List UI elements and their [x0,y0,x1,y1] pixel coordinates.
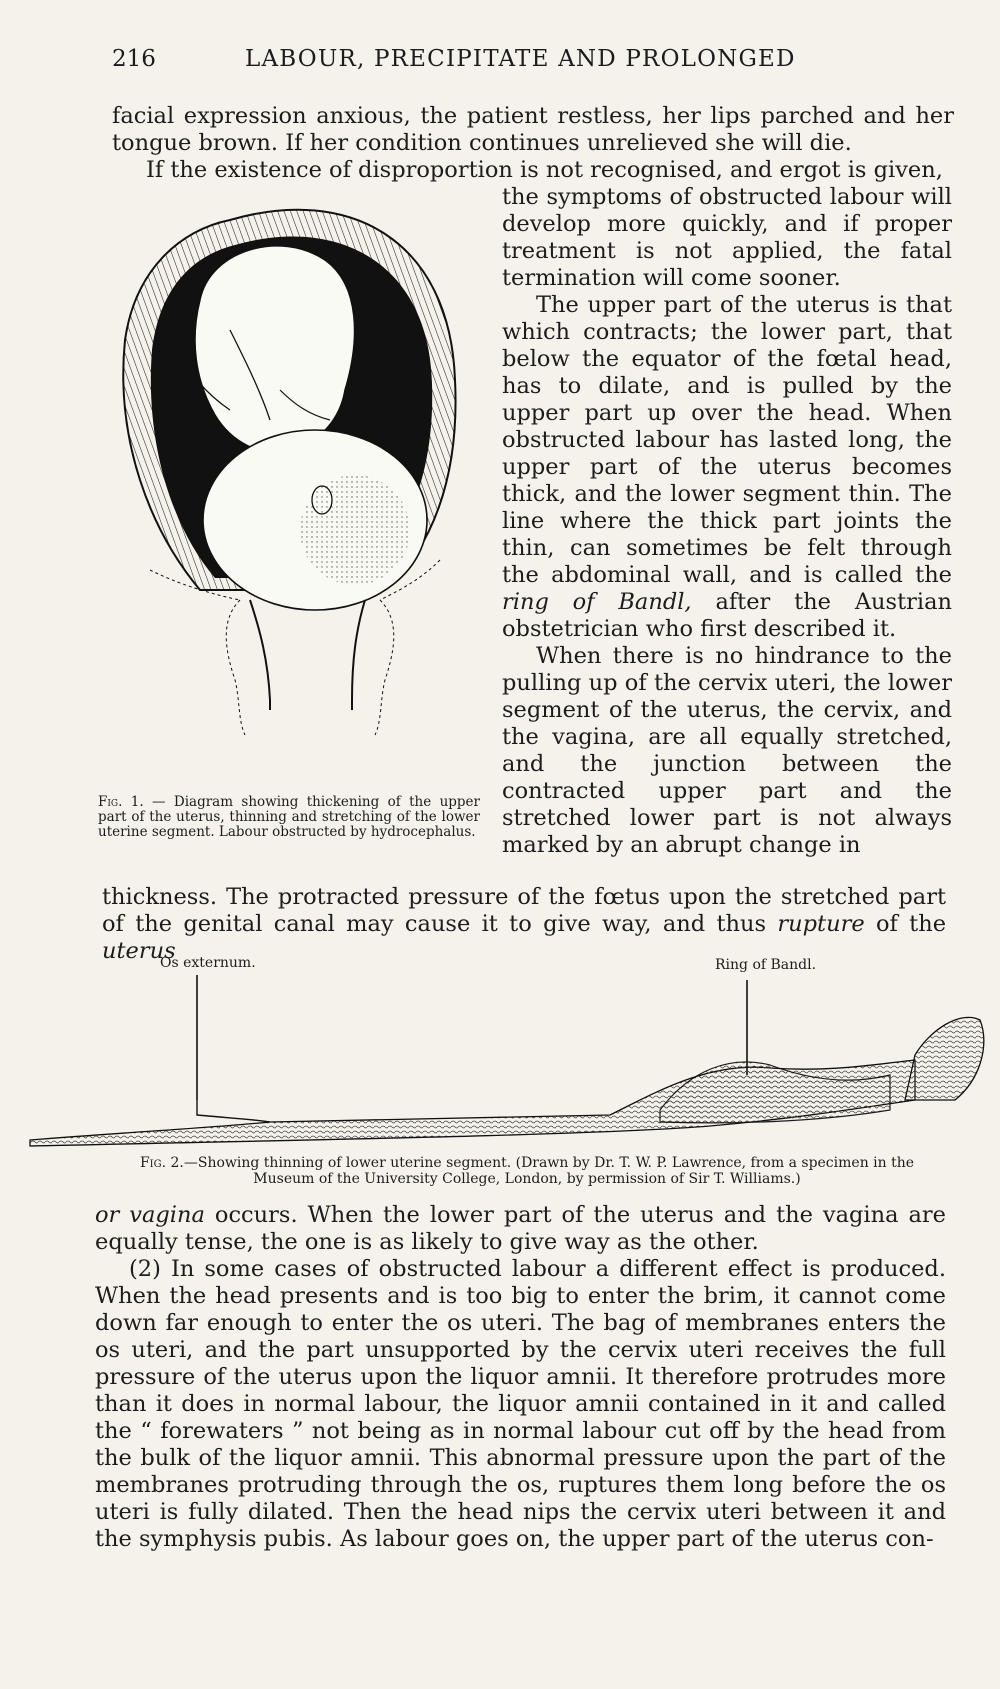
figure-1-uterus-diagram [110,190,480,790]
top-paragraphs [112,103,954,184]
figure-2-label-os-externum: Os externum. [160,955,256,971]
ring-of-bandl-text-b: after the Austrian obstetrician who first described it. [502,589,952,642]
running-head: LABOUR, PRECIPITATE AND PROLONGED [245,46,796,72]
figure-1-caption [98,795,480,840]
figure-2-label: Fig. 2. [139,1155,184,1171]
bottom-paragraphs [95,1202,946,1553]
rupture-text-a: thickness. The protracted pressure of the fœtus upon the stretched part of the genital canal may cause it to give way, and thus [102,884,946,937]
figure-2-label-ring-of-bandl: Ring of Bandl. [715,957,817,973]
ring-of-bandl-text-a: The upper part of the uterus is that which contracts; the lower part, that below the equator of the fœtal head, has to dilate, and is pulled by the upper part up over the head. When obstructed labour has lasted long, the upper part of the uterus becomes thick, and the lower segment thin. The line where the thick part joints the thin, can sometimes be felt through the abdominal wall, and is called the [502,292,952,588]
vagina-term: or vagina [95,1202,205,1228]
ring-of-bandl-term: ring of Bandl, [502,589,692,615]
paragraph-facial-expression: facial expression anxious, the patient restless, her lips parched and her tongue brown. If her condition continues unrelieved she will die. [112,103,954,156]
paragraph-no-hindrance: When there is no hindrance to the pulling up of the cervix uteri, the lower segment of the uterus, the cervix, and the vagina, are all equally stretched, and the junction between the contracted upper part and the stretched lower part is not always marked by an abrupt change in [502,643,952,858]
figure-1-caption-text: — Diagram showing thickening of the upper part of the uterus, thinning and stretching of the lower uterine segment. Labour obstructed by hydrocephalus. [98,794,481,840]
right-column-text [502,184,952,859]
paragraph-different-effect: (2) In some cases of obstructed labour a different effect is produced. When the head presents and is too big to enter the brim, it cannot come down far enough to enter the os uteri. The bag of membranes enters the os uteri, and the part unsupported by the cervix uteri receives the full pressure of the uterus upon the liquor amnii. It therefore protrudes more than it does in normal labour, the liquor amnii contained in it and called the “ forewaters ” not being as in normal labour cut off by the head from the bulk of the liquor amnii. This abnormal pressure upon the part of the membranes protruding through the os, ruptures them long before the os uteri is fully dilated. Then the head nips the cervix uteri between it and the symphysis pubis. As labour goes on, the upper part of the uterus con- [95,1256,946,1552]
figure-2-caption-text: —Showing thinning of lower uterine segment. (Drawn by Dr. T. W. P. Lawrence, from a specimen in the Museum of the University College, London, by permission of Sir T. Williams.) [183,1155,915,1187]
paragraph-disproportion-start: If the existence of disproportion is not recognised, and ergot is given, [146,157,943,183]
figure-2-lower-segment-diagram [10,950,990,1155]
paragraph-or-vagina [95,1202,946,1256]
paragraph-obstructed-symptoms: the symptoms of obstructed labour will develop more quickly, and if proper treatment is not applied, the fatal termination will come sooner. [502,184,952,291]
figure-2-caption [112,1155,942,1187]
paragraph-ring-of-bandl [502,292,952,643]
uterus-term: uterus [102,938,176,964]
or-vagina-text: occurs. When the lower part of the uterus and the vagina are equally tense, the one is as likely to give way as the other. [95,1202,946,1255]
figure-1-label: Fig. 1. [98,794,144,810]
rupture-term: rupture [777,911,865,937]
page-header [112,46,940,76]
rupture-text-b: of the [875,911,947,937]
page-number: 216 [112,46,156,72]
